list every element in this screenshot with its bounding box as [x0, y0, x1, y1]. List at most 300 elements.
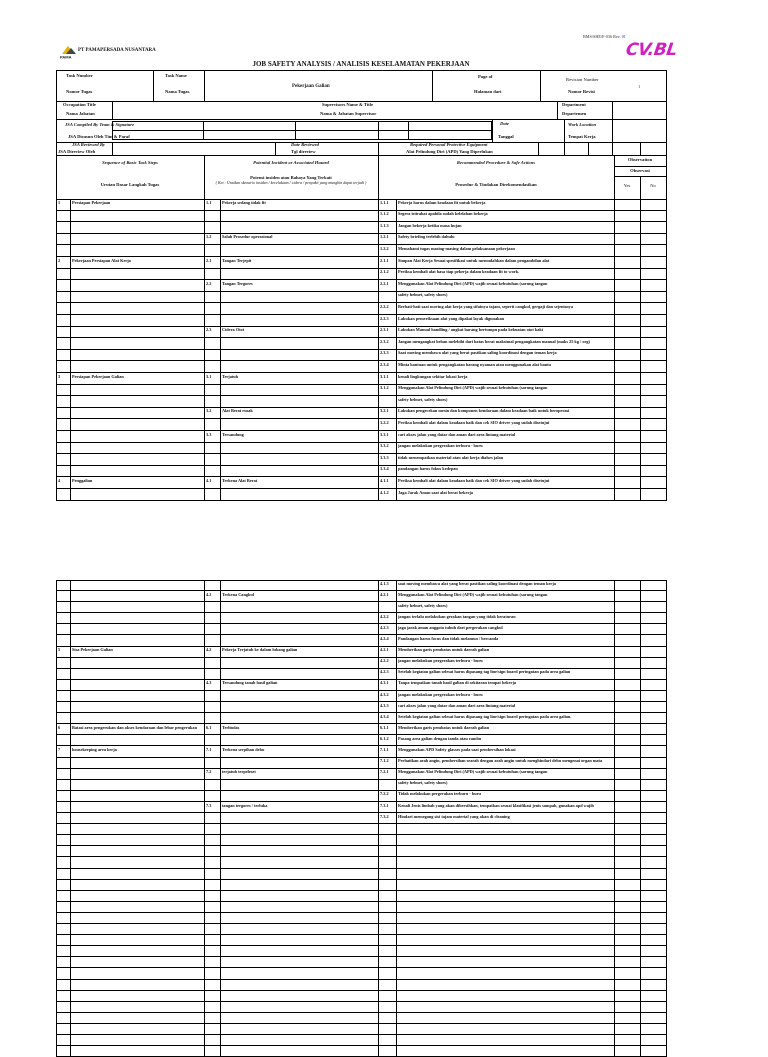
steps-header-id: Urutan Dasar Langkah Tugas	[100, 182, 160, 187]
observation-yes-cell[interactable]	[615, 222, 639, 234]
date-reviewed-label: Date Reviewed	[291, 142, 319, 147]
hazard-description: Salah Prosedur operasional	[222, 235, 273, 240]
observation-no-cell[interactable]	[641, 647, 665, 658]
action-header-id: Prosedur & Tindakan Direkomendasikan	[455, 182, 537, 187]
observation-no-cell[interactable]	[641, 613, 665, 624]
document-code	[583, 34, 626, 39]
nomor-tugas-label: Nomor Tugas	[66, 89, 93, 94]
observation-no-cell[interactable]	[641, 636, 665, 647]
action-description: Pandangan harus focus dan tidak melamun / bercanda	[398, 637, 499, 641]
observation-no-cell[interactable]	[641, 257, 665, 269]
observation-yes-cell[interactable]	[615, 466, 639, 478]
revision-value[interactable]: 1	[638, 84, 641, 89]
observation-yes-cell[interactable]	[615, 1024, 639, 1035]
action-description: Periksa kembali alat dalam keadaan baik dan cek SIO driver yang sudah disetujui	[398, 420, 550, 425]
observation-no-cell[interactable]	[641, 396, 665, 408]
table-row	[56, 891, 666, 902]
observation-no-cell[interactable]	[641, 735, 665, 746]
action-description: Periksa kembali alat dalam keadaan baik dan cek SIO driver yang sudah disetujui	[398, 478, 550, 483]
action-number: 3.3.2	[380, 444, 389, 449]
step-number: 6	[58, 725, 61, 730]
step-description: Pekerjaan Persiapan Alat Kerja	[72, 258, 131, 263]
department-label: Department	[562, 102, 586, 107]
observation-no-cell[interactable]	[641, 408, 665, 420]
hazard-number: 7.2	[206, 770, 212, 775]
observation-yes-cell[interactable]	[615, 1002, 639, 1013]
observation-yes-cell[interactable]	[615, 658, 639, 669]
action-number: 7.1.2	[380, 759, 389, 764]
logo-text: PAMA	[60, 54, 72, 59]
observation-yes-cell[interactable]	[615, 245, 639, 257]
action-number: 2.3.2	[380, 339, 389, 344]
column-divider	[56, 199, 57, 501]
action-number: 4.2.1	[380, 592, 389, 597]
observation-no-cell[interactable]	[641, 327, 665, 339]
observation-yes-cell[interactable]	[615, 769, 639, 780]
observation-no-cell[interactable]	[641, 913, 665, 924]
action-description: safety helmet, safety shoes)	[398, 603, 448, 608]
observation-no-cell[interactable]	[641, 292, 665, 304]
observation-yes-cell[interactable]	[615, 396, 639, 408]
observation-no-cell[interactable]	[641, 1024, 665, 1035]
action-description: cari akses jalan yang datar dan aman dari area lintang material	[398, 703, 516, 708]
observation-yes-cell[interactable]	[615, 292, 639, 304]
action-number: 4.2.3	[380, 670, 389, 675]
hazard-number: 1.1	[206, 200, 212, 205]
observation-no-cell[interactable]	[641, 466, 665, 478]
observation-no-cell[interactable]	[641, 443, 665, 455]
column-divider	[614, 580, 615, 1057]
observation-yes-cell[interactable]	[615, 647, 639, 658]
action-number: 1.1.3	[380, 223, 389, 228]
observation-no-cell[interactable]	[641, 199, 665, 211]
table-row	[56, 1002, 666, 1013]
hazard-number: 2.3	[206, 328, 212, 333]
action-description: Menggunakan Alat Pelindung Diri (APD) wajib sesuai kebutuhan (sarung tangan	[398, 281, 548, 286]
table-row	[56, 1046, 666, 1057]
hazard-number: 7.1	[206, 748, 212, 752]
observation-yes-cell[interactable]	[615, 858, 639, 869]
column-divider	[378, 199, 379, 501]
table-row	[56, 1035, 666, 1046]
observation-no-cell[interactable]	[641, 680, 665, 691]
observation-yes-cell[interactable]	[615, 1013, 639, 1024]
column-divider	[220, 199, 221, 501]
action-number: 1.1.1	[380, 200, 389, 205]
hazard-description: tangan tergores / terluka	[222, 803, 268, 808]
observation-no-cell[interactable]	[641, 980, 665, 991]
action-number: 4.1.1	[380, 478, 389, 483]
observation-yes-cell[interactable]	[615, 257, 639, 269]
action-number: 1.1.2	[380, 212, 389, 217]
observation-yes-cell[interactable]	[615, 361, 639, 373]
observation-no-cell[interactable]	[641, 869, 665, 880]
observation-no-cell[interactable]	[641, 350, 665, 362]
hazard-number: 4.3	[206, 681, 212, 686]
compiled-by-label-en: JSA Compiled By Team & Signature	[65, 122, 135, 127]
hazard-description: Pekerja sedang tidak fit	[222, 200, 266, 205]
observation-yes-cell[interactable]	[615, 477, 639, 489]
observation-yes-cell[interactable]	[615, 913, 639, 924]
task-name-value[interactable]: Pekerjaan Galian	[292, 84, 330, 89]
hazard-description: Pekerja Terjatuh ke dalam lubang galian	[222, 648, 298, 653]
observation-yes-cell[interactable]	[615, 199, 639, 211]
observation-no-cell[interactable]	[641, 891, 665, 902]
task-number-label: Task Number	[66, 73, 93, 78]
action-description: saat moving membawa alat yang berat pastikan saling koordinasi dengan teman kerja	[398, 581, 556, 586]
action-description: Memahami tugas masing-masing dalam pelaksanaan pekerjaan	[398, 246, 515, 251]
observation-yes-cell[interactable]	[615, 280, 639, 292]
page-title: JOB SAFETY ANALYSIS / ANALISIS KESELAMATAN PEKERJAAN	[252, 60, 470, 68]
observation-yes-cell[interactable]	[615, 602, 639, 613]
action-description: Jangan bekerja ketika masa hujan	[398, 223, 462, 228]
observation-yes-cell[interactable]	[615, 1035, 639, 1046]
observation-no-cell[interactable]	[641, 602, 665, 613]
action-number: 4.2.3	[380, 625, 389, 630]
hazard-description: Cidera Otot	[222, 328, 245, 333]
action-number: 2.2.1	[380, 281, 389, 286]
observation-yes-cell[interactable]	[615, 747, 639, 758]
observation-header: Observation	[627, 157, 653, 162]
observation-no-cell[interactable]	[641, 846, 665, 857]
action-number: 7.3.2	[380, 814, 389, 819]
column-divider	[396, 199, 397, 501]
observation-no-cell[interactable]	[641, 1046, 665, 1057]
observation-yes-cell[interactable]	[615, 935, 639, 946]
ppe-label-id: Alat Pelindung Diri (APD) Yang Diperlukan	[406, 149, 493, 154]
observation-no-cell[interactable]	[641, 713, 665, 724]
action-number: 2.1.2	[380, 270, 389, 275]
observation-no-cell[interactable]	[641, 858, 665, 869]
action-description: Segera istirahat apabila sudah kelelahan bekerja	[398, 212, 488, 217]
action-description: jaga jarak aman anggota tubuh dari pergerakan cangkul	[398, 625, 503, 630]
action-description: Kenali Jenis limbah yang akan dibersihkan, tempatkan sesuai klasifikasi jenis sampah, gunakan apd wajib	[398, 803, 594, 808]
observation-no-cell[interactable]	[641, 361, 665, 373]
action-number: 3.1.1	[380, 374, 389, 379]
observation-yes-cell[interactable]	[615, 902, 639, 913]
action-number: 2.1.1	[380, 258, 389, 263]
action-number: 2.3.4	[380, 362, 389, 367]
action-description: Lakukan pengecekan mesin dan komponen kendaraan dalam keadaan baik untuk beroperasi	[398, 409, 570, 414]
column-divider	[666, 199, 667, 501]
action-description: Perhatikan arah angin, pembersihan searah dengan arah angin untuk menghindari debu mengenai organ mata	[398, 759, 603, 764]
action-description: Berhati-hati saat moving alat kerja yang sifatnya tajam, seperti cangkul, gergaji dan sejenisnya	[398, 304, 573, 309]
observation-yes-cell[interactable]	[615, 713, 639, 724]
page-of-label: Page of	[478, 74, 493, 79]
document-code-text: BMS/SHE/F-036 Rev.	[583, 34, 621, 39]
action-number: 4.1.2	[380, 490, 389, 495]
action-number: 4.2.2	[380, 659, 389, 664]
observation-yes-cell[interactable]	[615, 946, 639, 957]
hazard-number: 7.3	[206, 803, 212, 808]
observation-no-cell[interactable]	[641, 702, 665, 713]
observation-no-cell[interactable]	[641, 658, 665, 669]
column-divider	[204, 580, 205, 1057]
action-description: Menggunakan APD Safety glasses pada saat pembersihan lokasi	[398, 748, 516, 752]
observation-yes-cell[interactable]	[615, 234, 639, 246]
table-row	[56, 969, 666, 980]
observation-no-cell[interactable]	[641, 385, 665, 397]
observation-yes-cell[interactable]	[615, 991, 639, 1002]
observation-no-cell[interactable]	[641, 1035, 665, 1046]
action-description: Menggunakan Alat Pelindung Diri (APD) wajib sesuai kebutuhan (sarung tangan	[398, 770, 548, 775]
hazard-description: Terlindas	[222, 725, 240, 730]
column-divider	[396, 580, 397, 1057]
observation-yes-cell[interactable]	[615, 924, 639, 935]
brand-watermark: CV.BL	[624, 40, 679, 60]
action-number: 3.1.2	[380, 386, 389, 391]
column-divider	[204, 199, 205, 501]
observation-no-cell[interactable]	[641, 780, 665, 791]
action-description: Pasang area galian dengan tanda atau rambu	[398, 736, 482, 741]
observation-yes-cell[interactable]	[615, 691, 639, 702]
observation-no-cell[interactable]	[641, 303, 665, 315]
action-number: 4.2.4	[380, 637, 389, 641]
table-row	[56, 1024, 666, 1035]
observation-no-cell[interactable]	[641, 957, 665, 968]
action-number: 6.1.2	[380, 736, 389, 741]
action-number: 3.2.2	[380, 420, 389, 425]
observation-no-cell[interactable]	[641, 969, 665, 980]
action-description: Setelah kegiatan galian selesai harus dipasang tag line/sign board peringatan pada area galian.	[398, 714, 572, 719]
step-description: Sisa Pekerjaan Galian	[72, 648, 113, 653]
table-row	[56, 991, 666, 1002]
table-row	[56, 846, 666, 857]
action-number: 1.2.1	[380, 235, 389, 240]
observation-no-cell[interactable]	[641, 580, 665, 591]
observation-yes-cell[interactable]	[615, 891, 639, 902]
observation-no-cell[interactable]	[641, 924, 665, 935]
table-row	[56, 824, 666, 835]
observation-no-cell[interactable]	[641, 835, 665, 846]
action-number: 4.3.3	[380, 703, 389, 708]
observation-yes-cell[interactable]	[615, 980, 639, 991]
reviewed-by-label-en: JSA Reviewed By	[72, 142, 105, 147]
observation-no-cell[interactable]	[641, 338, 665, 350]
hazard-description: Tangan Tergores	[222, 281, 253, 286]
nomor-revisi-label: Nomor Revisi	[568, 89, 595, 94]
observation-yes-cell[interactable]	[615, 813, 639, 824]
action-number: 4.3.2	[380, 692, 389, 697]
action-number: 3.3.1	[380, 432, 389, 437]
observation-no-cell[interactable]	[641, 222, 665, 234]
observation-yes-cell[interactable]	[615, 489, 639, 501]
date-label: Date	[500, 121, 509, 126]
observation-yes-cell[interactable]	[615, 443, 639, 455]
observation-yes-cell[interactable]	[615, 419, 639, 431]
observation-no-cell[interactable]	[641, 935, 665, 946]
observation-yes-cell[interactable]	[615, 269, 639, 281]
table-row	[56, 957, 666, 968]
observation-yes-cell[interactable]	[615, 408, 639, 420]
observation-yes-cell[interactable]	[615, 211, 639, 223]
observation-no-cell[interactable]	[641, 591, 665, 602]
action-description: Tidak melakukan pergerakan terburu - buru	[398, 792, 481, 797]
observation-yes-cell[interactable]	[615, 454, 639, 466]
observation-no-cell[interactable]	[641, 315, 665, 327]
action-number: 4.1.3	[380, 581, 389, 586]
observation-no-cell[interactable]	[641, 902, 665, 913]
observation-no-cell[interactable]	[641, 802, 665, 813]
observation-yes-cell[interactable]	[615, 791, 639, 802]
table-row	[56, 880, 666, 891]
table-row	[56, 858, 666, 869]
column-divider	[70, 199, 71, 501]
ppe-label-en: Required Personal Protective Equipment	[410, 142, 488, 147]
observation-no-cell[interactable]	[641, 946, 665, 957]
observation-no-cell[interactable]	[641, 431, 665, 443]
action-description: Jaga Jarak Aman saat alat berat bekerja	[398, 490, 473, 495]
observation-yes-cell[interactable]	[615, 758, 639, 769]
observation-yes-cell[interactable]	[615, 636, 639, 647]
hazard-number: 2.2	[206, 281, 212, 286]
observation-yes-cell[interactable]	[615, 780, 639, 791]
step-number: 1	[58, 200, 61, 205]
observation-no-cell[interactable]	[641, 824, 665, 835]
table-row	[56, 902, 666, 913]
action-description: Periksa kembali alat hasa tiap pekerja dalam keadaan fit to work.	[398, 270, 520, 275]
observation-no-cell[interactable]	[641, 269, 665, 281]
column-divider	[220, 580, 221, 1057]
observation-no-cell[interactable]	[641, 747, 665, 758]
column-divider	[614, 199, 615, 501]
observation-no-cell[interactable]	[641, 245, 665, 257]
observation-no-cell[interactable]	[641, 211, 665, 223]
observation-yes-cell[interactable]	[615, 735, 639, 746]
action-number: 1.2.2	[380, 246, 389, 251]
hazard-description: Terkena serpihan debu	[222, 748, 265, 752]
nama-tugas-label: Nama Tugas	[165, 89, 190, 94]
steps-header-en: Sequence of Basic Task Steps	[102, 160, 158, 165]
action-description: Jangan mengangkat beban melebihi dari batas berat maksimal pengangkatan manual (maks 25 kg / org)	[398, 339, 590, 344]
observation-no-cell[interactable]	[641, 724, 665, 735]
observation-yes-cell[interactable]	[615, 580, 639, 591]
halaman-dari-label: Halaman dari	[474, 89, 502, 94]
column-divider	[378, 580, 379, 1057]
action-description: Tanpa tempatkan tanah hasil galian di sekitaran tempat bekerja	[398, 681, 517, 686]
action-description: Menggunakan Alat Pelindung Diri (APD) wajib sesuai kebutuhan (sarung tangan	[398, 592, 548, 597]
observation-yes-cell[interactable]	[615, 669, 639, 680]
step-number: 5	[58, 648, 61, 653]
observation-no-cell[interactable]	[641, 991, 665, 1002]
observation-yes-cell[interactable]	[615, 846, 639, 857]
observation-yes-cell[interactable]	[615, 1046, 639, 1057]
action-number: 2.3.3	[380, 351, 389, 356]
observation-yes-cell[interactable]	[615, 327, 639, 339]
tanggal-label: Tanggal	[498, 134, 514, 139]
observation-yes-cell[interactable]	[615, 724, 639, 735]
observasi-header: Observasi	[630, 168, 650, 173]
action-description: Memberikan garis pembatas untuk daerah galian	[398, 648, 490, 653]
action-description: Saat moving membawa alat yang berat pastikan saling koordinasi dengan teman kerja	[398, 351, 557, 356]
observation-yes-cell[interactable]	[615, 880, 639, 891]
compiled-by-label-id: JSA Disusun Oleh Tim & Paraf	[68, 134, 130, 139]
action-number: 4.2.2	[380, 614, 389, 619]
action-description: Memberikan garis pembatas untuk daerah galian	[398, 725, 490, 730]
action-number: 7.1.1	[380, 748, 389, 752]
observation-yes-cell[interactable]	[615, 350, 639, 362]
hazard-number: 4.2	[206, 592, 212, 597]
column-divider	[640, 199, 641, 501]
observation-no-cell[interactable]	[641, 454, 665, 466]
table-row	[56, 946, 666, 957]
observation-no-cell[interactable]	[641, 791, 665, 802]
observation-no-cell[interactable]	[641, 489, 665, 501]
action-description: safety helmet, safety shoes)	[398, 781, 448, 786]
observation-yes-cell[interactable]	[615, 315, 639, 327]
observation-yes-cell[interactable]	[615, 835, 639, 846]
observation-yes-cell[interactable]	[615, 802, 639, 813]
observation-no-cell[interactable]	[641, 1013, 665, 1024]
step-description: housekeeping area kerja	[72, 748, 117, 752]
action-description: jangan melakukan pergerakan terburu - buru	[398, 659, 483, 664]
observation-no-cell[interactable]	[641, 669, 665, 680]
hazard-description: Tersandung	[222, 432, 244, 437]
action-description: jangan melakukan pergerakan terburu - buru	[398, 444, 483, 449]
observation-no-cell[interactable]	[641, 234, 665, 246]
table-row	[56, 935, 666, 946]
action-number: 3.3.3	[380, 455, 389, 460]
hazard-description: Alat Berat rusak	[222, 409, 253, 414]
hazard-header-id: Potensi insiden atau Bahaya Yang Terkait	[250, 175, 332, 180]
step-number: 7	[58, 748, 61, 752]
observation-yes-cell[interactable]	[615, 969, 639, 980]
observation-no-cell[interactable]	[641, 758, 665, 769]
action-description: Safety briefing terlebih dahulu	[398, 235, 455, 240]
observation-yes-cell[interactable]	[615, 431, 639, 443]
revision-number-label: Revision Number	[566, 77, 599, 82]
table-row	[56, 869, 666, 880]
hazard-number: 3.3	[206, 432, 212, 437]
observation-no-cell[interactable]	[641, 691, 665, 702]
tgl-direview-label: Tgl direview	[291, 149, 316, 154]
observation-no-cell[interactable]	[641, 280, 665, 292]
hazard-number: 2.1	[206, 258, 212, 263]
observation-yes-cell[interactable]	[615, 624, 639, 635]
observation-no-cell[interactable]	[641, 373, 665, 385]
observation-yes-cell[interactable]	[615, 385, 639, 397]
action-number: 7.2.1	[380, 770, 389, 775]
observation-yes-cell[interactable]	[615, 303, 639, 315]
observation-no-cell[interactable]	[641, 813, 665, 824]
action-description: Menggunakan Alat Pelindung Diri (APD) wajib sesuai kebutuhan (sarung tangan	[398, 386, 548, 391]
observation-yes-cell[interactable]	[615, 680, 639, 691]
observation-no-cell[interactable]	[641, 880, 665, 891]
column-divider	[666, 580, 667, 1057]
hazard-description: Terkena Cangkul	[222, 592, 254, 597]
action-description: Simpan Alat Kerja Sesuai spesifikasi untuk memudahkan dalam pengambilan alat	[398, 258, 550, 263]
observation-yes-cell[interactable]	[615, 591, 639, 602]
observation-yes-cell[interactable]	[615, 373, 639, 385]
table-row	[56, 835, 666, 846]
observation-yes-cell[interactable]	[615, 338, 639, 350]
observation-yes-cell[interactable]	[615, 824, 639, 835]
observation-no-cell[interactable]	[641, 769, 665, 780]
observation-yes-cell[interactable]	[615, 957, 639, 968]
action-description: safety helmet, safety shoes)	[398, 293, 448, 298]
observation-no-cell[interactable]	[641, 624, 665, 635]
observation-no-cell[interactable]	[641, 477, 665, 489]
hazard-header-note: ( Ket : Uraikan skenario insiden / kecelakaan / cidera / penyakit yang mungkin dapat terjadi )	[215, 180, 367, 185]
hazard-description: Tangan Terjepit	[222, 258, 252, 263]
observation-no-cell[interactable]	[641, 1002, 665, 1013]
observation-yes-cell[interactable]	[615, 869, 639, 880]
observation-yes-cell[interactable]	[615, 613, 639, 624]
observation-yes-cell[interactable]	[615, 702, 639, 713]
observation-no-cell[interactable]	[641, 419, 665, 431]
no-header: No	[650, 183, 656, 188]
hazard-number: 6.1	[206, 725, 212, 730]
